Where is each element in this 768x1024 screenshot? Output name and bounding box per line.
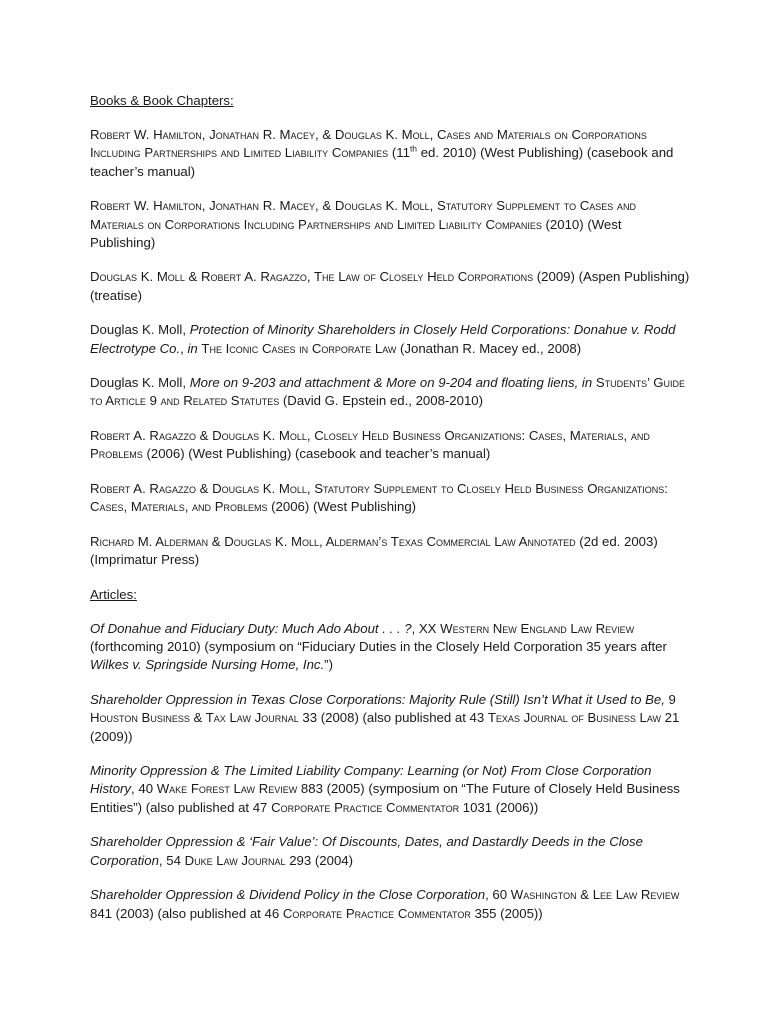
book-entry bbox=[90, 126, 690, 181]
book-title-smallcaps: The Iconic Cases in Corporate Law bbox=[201, 340, 397, 356]
books-heading: Books & Book Chapters: bbox=[90, 93, 234, 108]
article-citation-text: 883 (2005) (symposium on “The Future of Closely Held Business Entities”) (also published at 47 bbox=[90, 781, 680, 815]
article-citation-text: 33 (2008) (also published at 43 bbox=[298, 710, 488, 726]
book-citation-text: (11 bbox=[388, 145, 410, 161]
book-citation-smallcaps: Robert A. Ragazzo & Douglas K. Moll, Statutory Supplement to Closely Held Business Organizations: Cases, Materials, and Problems bbox=[90, 481, 668, 515]
article-entry bbox=[90, 691, 690, 746]
articles-heading: Articles: bbox=[90, 586, 137, 602]
book-author: Douglas K. Moll, bbox=[90, 322, 190, 338]
document-page bbox=[90, 92, 690, 939]
article-citation-text: , 60 bbox=[485, 887, 511, 903]
journal-name: Washington & Lee Law Review bbox=[510, 887, 680, 903]
book-entry bbox=[90, 427, 690, 463]
book-citation-smallcaps: Robert W. Hamilton, Jonathan R. Macey, & Douglas K. Moll, Statutory Supplement to Cases and Materials on Corporations Including Partnerships and Limited Liability Companies bbox=[90, 198, 636, 232]
superscript: th bbox=[409, 144, 418, 155]
book-title-smallcaps: Students’ Guide to Article 9 and Related Statutes bbox=[90, 375, 686, 409]
article-citation-text: 841 (2003) (also published at 46 bbox=[90, 905, 283, 921]
article-title: Shareholder Oppression in Texas Close Corporations: Majority Rule (Still) Isn’t What it Used to Be, bbox=[90, 692, 665, 708]
book-entry bbox=[90, 480, 690, 516]
book-citation-text: (2009) (Aspen Publishing) (treatise) bbox=[90, 269, 690, 303]
journal-name: Western New England Law Review bbox=[440, 621, 635, 637]
article-citation-text: ”) bbox=[324, 657, 333, 673]
book-citation-text: (David G. Epstein ed., 2008-2010) bbox=[279, 393, 484, 409]
article-citation-text: 1031 (2006)) bbox=[459, 799, 539, 815]
article-entry bbox=[90, 762, 690, 817]
book-entry bbox=[90, 197, 690, 252]
book-author: Douglas K. Moll, bbox=[90, 375, 190, 391]
journal-name: Corporate Practice Commentator bbox=[271, 799, 460, 815]
chapter-title: Protection of Minority Shareholders in Closely Held Corporations: Donahue v. Rodd Electrotype Co. bbox=[90, 322, 676, 356]
book-entry bbox=[90, 268, 690, 304]
book-citation-text: (2006) (West Publishing) (casebook and teacher’s manual) bbox=[142, 446, 491, 462]
case-name: Wilkes v. Springside Nursing Home, Inc. bbox=[90, 657, 325, 673]
journal-name: Texas Journal of Business Law bbox=[487, 710, 662, 726]
article-title: Of Donahue and Fiduciary Duty: Much Ado About . . . ? bbox=[90, 621, 412, 637]
article-citation-text: , 54 bbox=[158, 852, 185, 868]
book-entry bbox=[90, 374, 690, 410]
article-citation-text: , XX bbox=[411, 621, 441, 637]
book-citation-smallcaps: Richard M. Alderman & Douglas K. Moll, Alderman’s Texas Commercial Law Annotated bbox=[90, 533, 576, 549]
book-citation-text: ed. 2010) (West Publishing) (casebook and teacher’s manual) bbox=[90, 145, 674, 179]
article-title: Minority Oppression & The Limited Liability Company: Learning (or Not) From Close Corporation History bbox=[90, 763, 652, 797]
article-citation-text: , 40 bbox=[131, 781, 157, 797]
article-citation-text: 293 (2004) bbox=[285, 852, 353, 868]
article-title: Shareholder Oppression & ‘Fair Value’: Of Discounts, Dates, and Dastardly Deeds in the Close Corporation bbox=[90, 834, 643, 868]
book-citation-text: (2010) (West Publishing) bbox=[90, 216, 622, 250]
article-citation-text: 355 (2005)) bbox=[470, 905, 543, 921]
in-signal: in bbox=[187, 340, 198, 356]
book-citation-smallcaps: Robert A. Ragazzo & Douglas K. Moll, Closely Held Business Organizations: Cases, Materials, and Problems bbox=[90, 428, 650, 462]
article-citation-text: 9 bbox=[664, 692, 676, 708]
journal-name: Corporate Practice Commentator bbox=[282, 905, 471, 921]
book-entry bbox=[90, 321, 690, 357]
book-citation-smallcaps: Robert W. Hamilton, Jonathan R. Macey, & Douglas K. Moll, Cases and Materials on Corporations Including Partnerships and Limited Liability Companies bbox=[90, 127, 647, 161]
journal-name: Houston Business & Tax Law Journal bbox=[90, 710, 299, 726]
chapter-title: More on 9-203 and attachment & More on 9-204 and floating liens, in bbox=[189, 375, 593, 391]
journal-name: Duke Law Journal bbox=[184, 852, 286, 868]
book-entry bbox=[90, 533, 690, 569]
article-citation-text: (forthcoming 2010) (symposium on “Fiduciary Duties in the Closely Held Corporation 35 years after bbox=[90, 639, 667, 655]
article-entry bbox=[90, 620, 690, 675]
article-title: Shareholder Oppression & Dividend Policy in the Close Corporation bbox=[90, 887, 486, 903]
journal-name: Wake Forest Law Review bbox=[156, 781, 298, 797]
book-citation-text: (2006) (West Publishing) bbox=[267, 499, 417, 515]
article-citation-text: 21 (2009)) bbox=[90, 710, 680, 744]
article-entry bbox=[90, 886, 690, 922]
book-citation-smallcaps: Douglas K. Moll & Robert A. Ragazzo, The Law of Closely Held Corporations bbox=[90, 269, 534, 285]
book-citation-text: (Jonathan R. Macey ed., 2008) bbox=[396, 340, 582, 356]
book-citation-text: , bbox=[180, 340, 188, 356]
book-citation-text: (2d ed. 2003) (Imprimatur Press) bbox=[90, 533, 658, 568]
article-entry bbox=[90, 833, 690, 869]
